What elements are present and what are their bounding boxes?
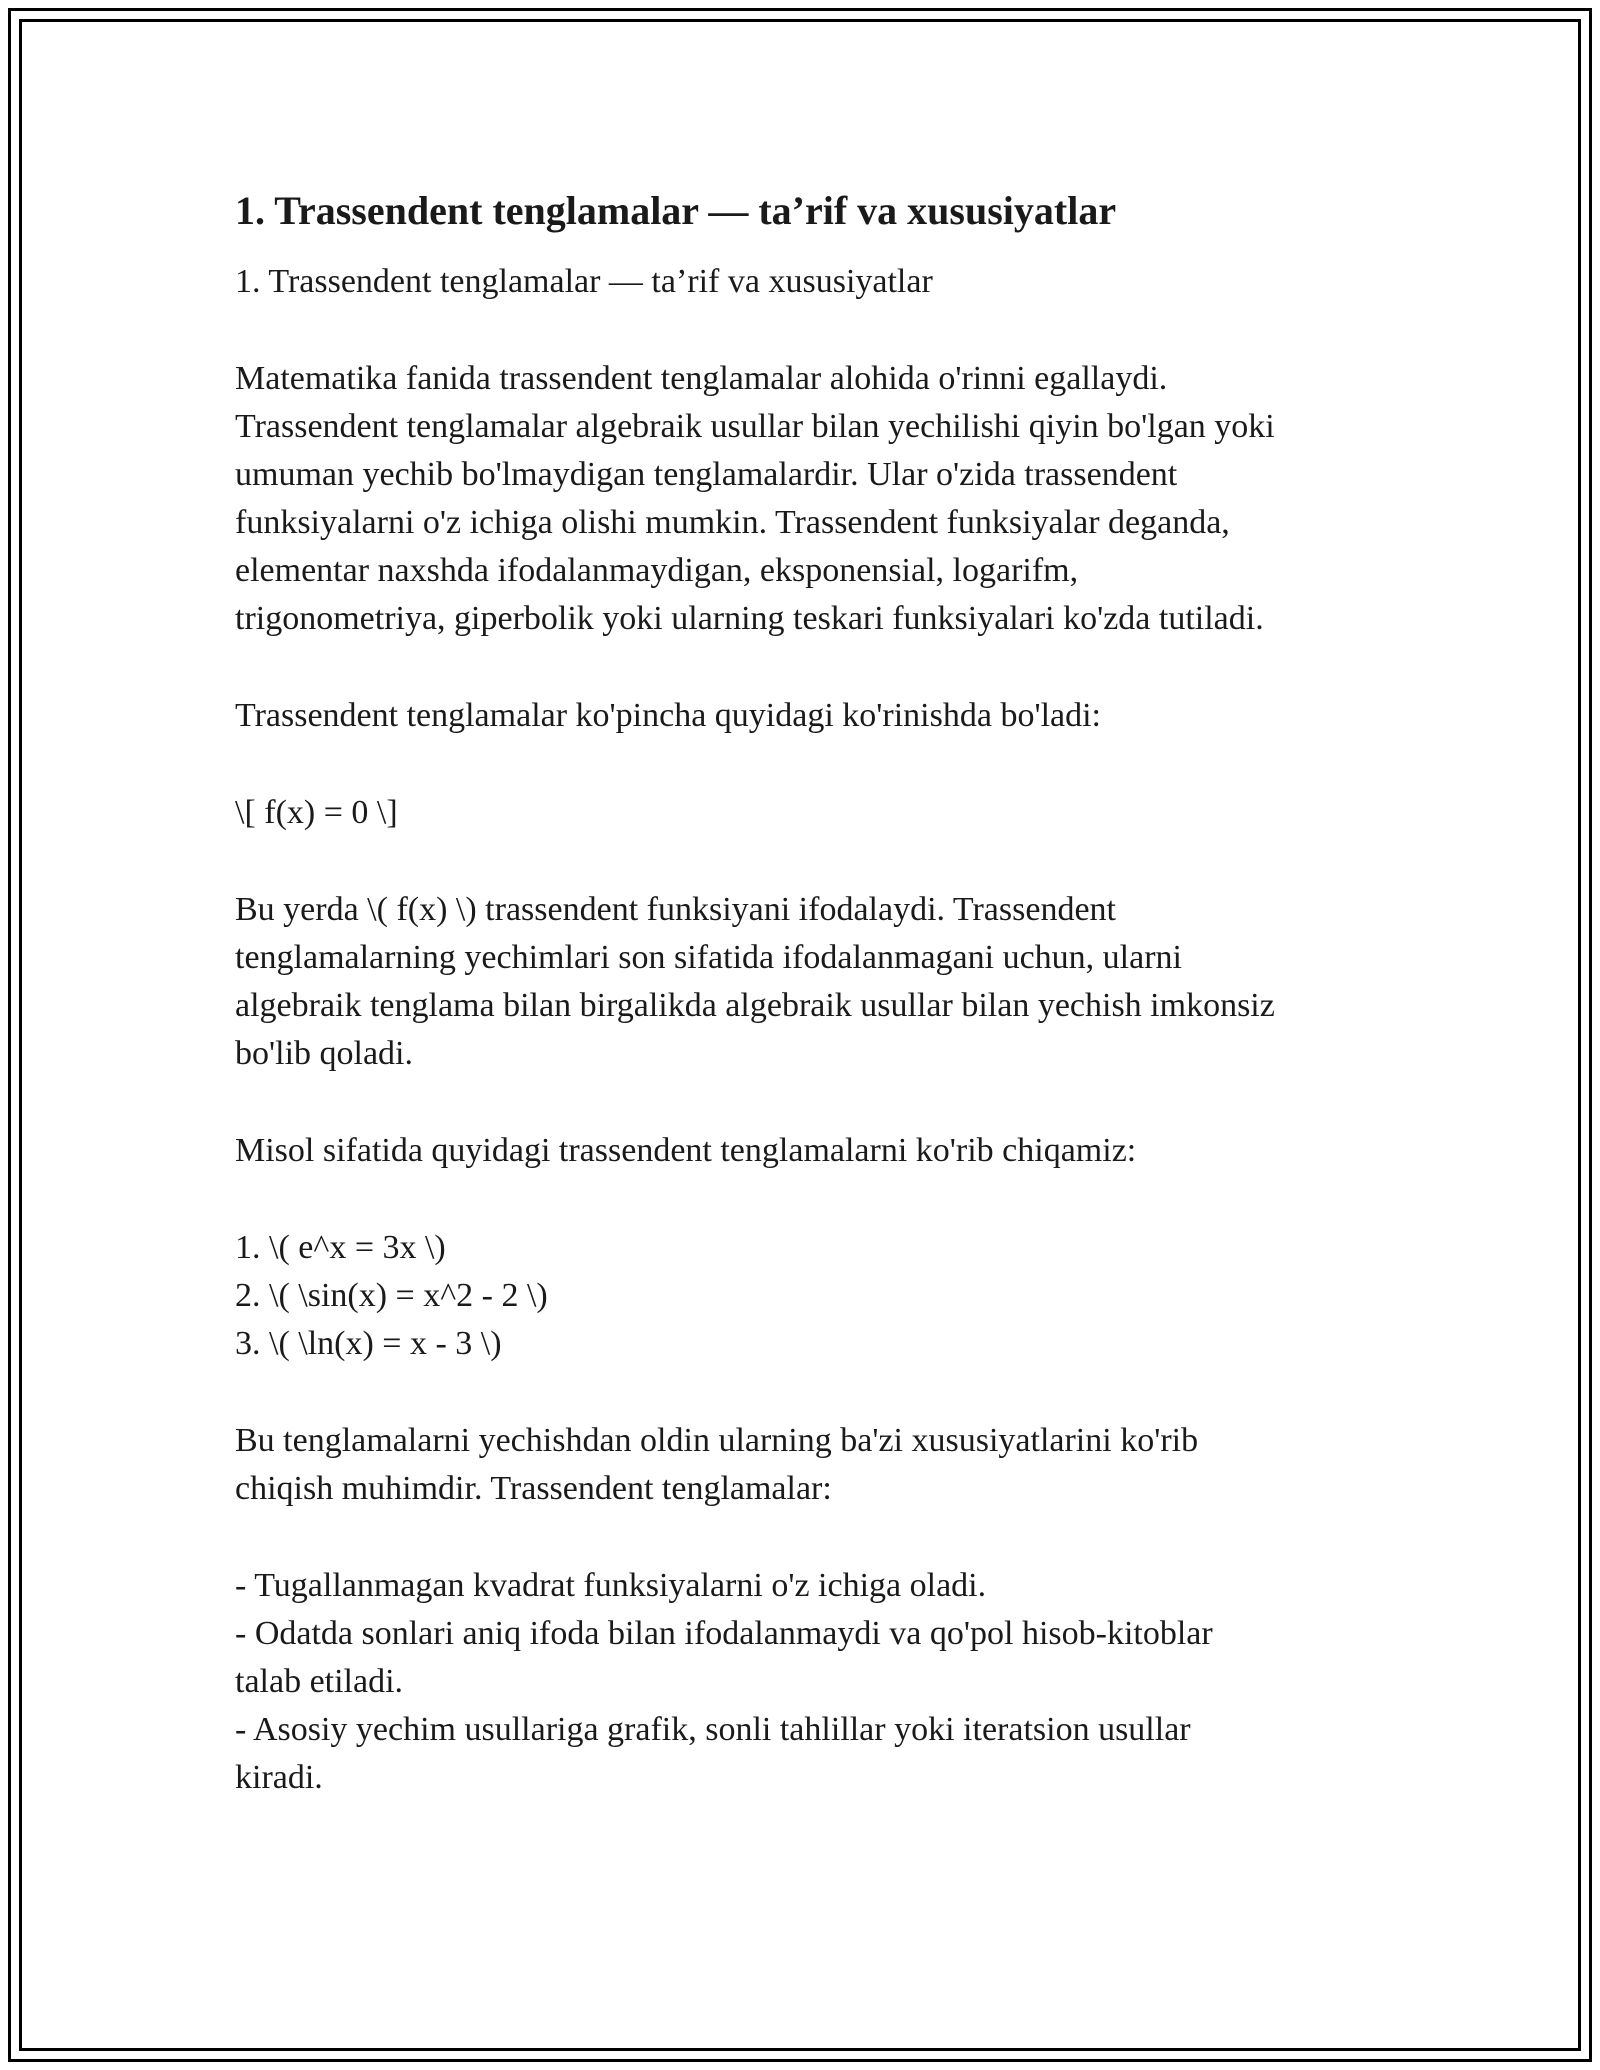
list-item: talab etiladi.: [235, 1663, 404, 1700]
paragraph-line: Trassendent tenglamalar algebraik usullar bilan yechilishi qiyin bo'lgan yoki: [235, 408, 1275, 445]
paragraph-line: Bu yerda \( f(x) \) trassendent funksiyani ifodalaydi. Trassendent: [235, 891, 1116, 928]
paragraph-gap: [235, 740, 1385, 789]
paragraph-properties-intro: [235, 1417, 1385, 1513]
document-body: [235, 186, 1385, 1802]
paragraph-gap: [235, 1078, 1385, 1127]
paragraph-gap: [235, 306, 1385, 355]
paragraph-line: elementar naxshda ifodalanmaydigan, eksponensial, logarifm,: [235, 552, 1079, 589]
paragraph-explanation: [235, 886, 1385, 1078]
page-title: 1. Trassendent tenglamalar — ta’rif va xususiyatlar: [235, 188, 1117, 233]
paragraph-line: umuman yechib bo'lmaydigan tenglamalardir. Ular o'zida trassendent: [235, 456, 1178, 493]
list-item: - Asosiy yechim usullariga grafik, sonli tahlillar yoki iteratsion usullar: [235, 1711, 1191, 1748]
paragraph-line: funksiyalarni o'z ichiga olishi mumkin. Trassendent funksiyalar deganda,: [235, 504, 1230, 541]
list-item: - Odatda sonlari aniq ifoda bilan ifodalanmaydi va qo'pol hisob-kitoblar: [235, 1615, 1213, 1652]
paragraph-intro: [235, 355, 1385, 643]
paragraph-line: algebraik tenglama bilan birgalikda algebraik usullar bilan yechish imkonsiz: [235, 987, 1275, 1024]
list-item: - Tugallanmagan kvadrat funksiyalarni o'z ichiga oladi.: [235, 1567, 987, 1604]
paragraph-line: bo'lib qoladi.: [235, 1035, 414, 1072]
paragraph-examples-intro: Misol sifatida quyidagi trassendent tenglamalarni ko'rib chiqamiz:: [235, 1132, 1137, 1169]
paragraph-gap: [235, 1513, 1385, 1562]
subtitle: 1. Trassendent tenglamalar — ta’rif va xususiyatlar: [235, 263, 933, 300]
paragraph-gap: [235, 837, 1385, 886]
paragraph-line: chiqish muhimdir. Trassendent tenglamalar:: [235, 1470, 832, 1507]
paragraph-line: trigonometriya, giperbolik yoki ularning teskari funksiyalari ko'zda tutiladi.: [235, 600, 1264, 637]
list-item: 3. \( \ln(x) = x - 3 \): [235, 1325, 502, 1362]
formula: \[ f(x) = 0 \]: [235, 794, 398, 831]
paragraph-line: tenglamalarning yechimlari son sifatida ifodalanmagani uchun, ularni: [235, 939, 1182, 976]
properties-list: [235, 1562, 1385, 1802]
paragraph-form-intro: Trassendent tenglamalar ko'pincha quyidagi ko'rinishda bo'ladi:: [235, 697, 1102, 734]
list-item: 1. \( e^x = 3x \): [235, 1229, 446, 1266]
paragraph-line: Matematika fanida trassendent tenglamalar alohida o'rinni egallaydi.: [235, 360, 1168, 397]
paragraph-gap: [235, 1175, 1385, 1224]
paragraph-gap: [235, 643, 1385, 692]
paragraph-line: Bu tenglamalarni yechishdan oldin ularning ba'zi xususiyatlarini ko'rib: [235, 1422, 1199, 1459]
paragraph-gap: [235, 1368, 1385, 1417]
examples-list: [235, 1224, 1385, 1368]
list-item: 2. \( \sin(x) = x^2 - 2 \): [235, 1277, 548, 1314]
list-item: kiradi.: [235, 1759, 323, 1796]
